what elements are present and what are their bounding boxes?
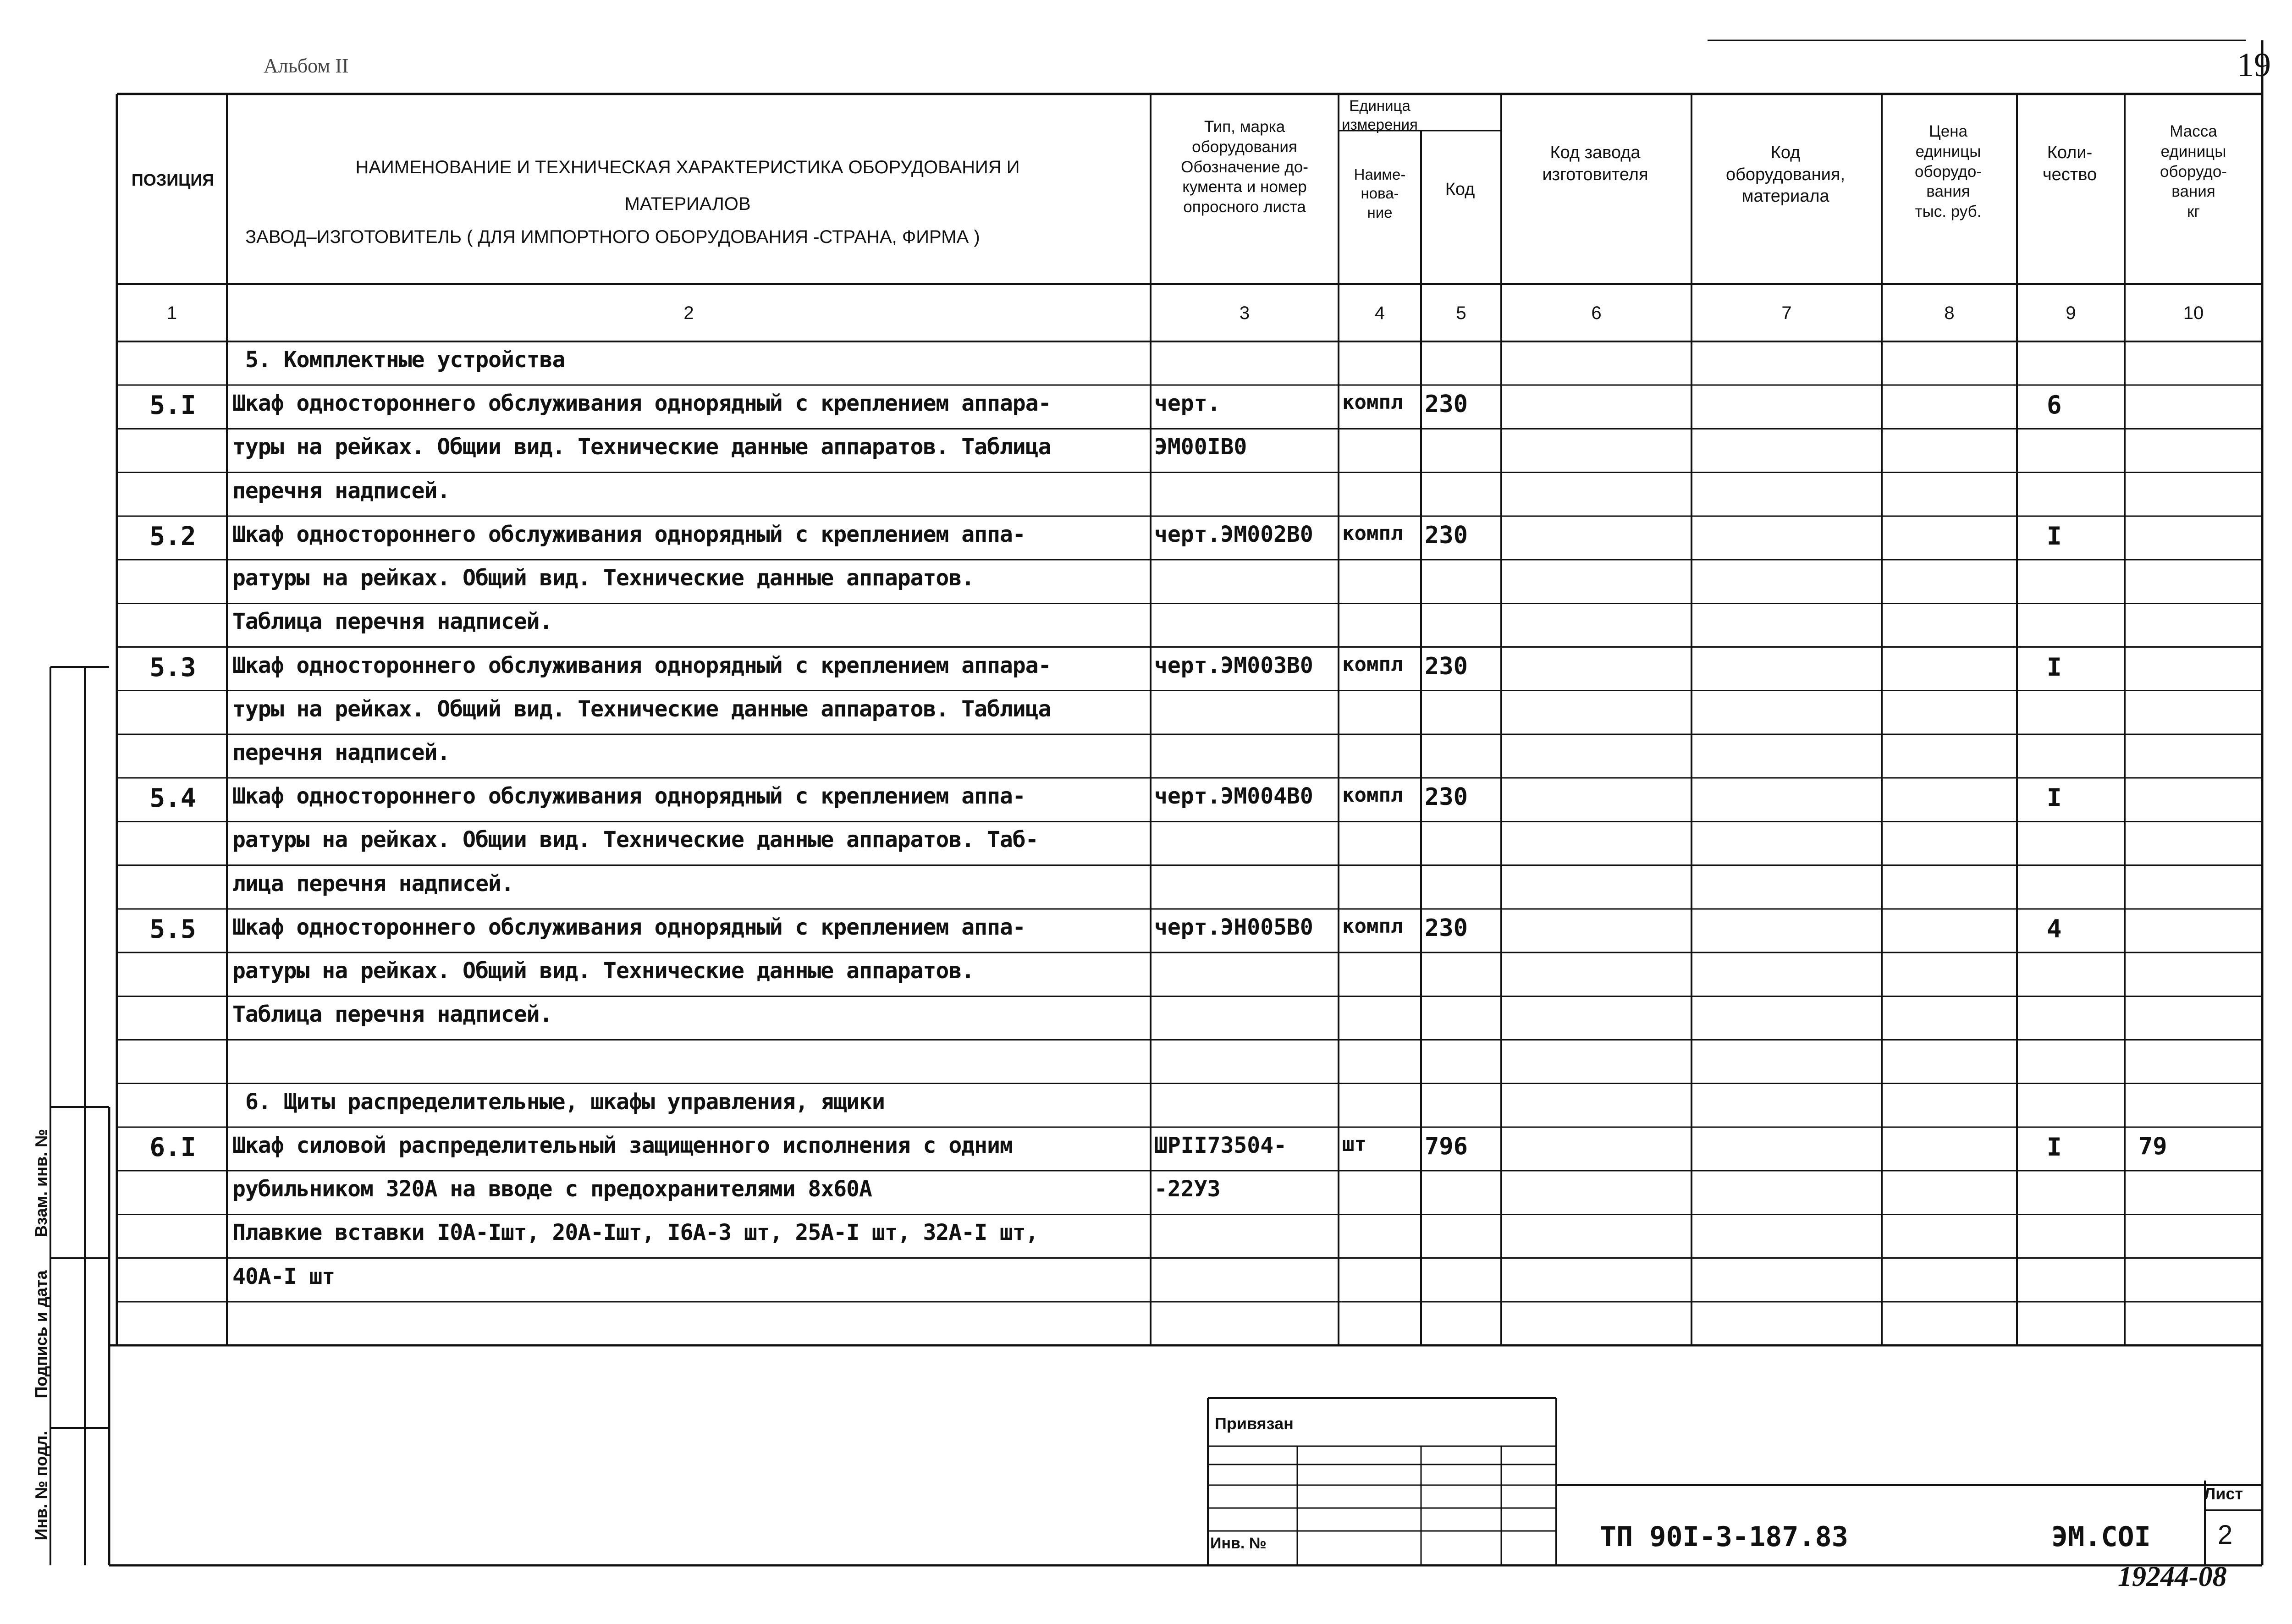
column-number-1: 1: [166, 303, 177, 323]
quantity-cell: 4: [2047, 914, 2062, 943]
title-block-inv-no: Инв. №: [1210, 1535, 1267, 1552]
header-line: Наиме-: [1354, 166, 1406, 183]
column-number-4: 4: [1374, 303, 1385, 323]
header-line: Код завода: [1550, 143, 1641, 162]
position-cell: 5.4: [149, 783, 196, 814]
header-line: изготовителя: [1542, 165, 1648, 184]
header-line: оборудо-: [2160, 162, 2227, 181]
header-line: оборудования: [1192, 138, 1297, 156]
unit-cell: компл: [1342, 652, 1403, 676]
header-line: Код: [1770, 143, 1801, 162]
header-line: чество: [2042, 165, 2097, 184]
code-cell: 796: [1425, 1132, 1468, 1160]
name-cell: Шкаф одностороннего обслуживания однорядный с креплением аппа-: [232, 914, 1025, 940]
header-name-line2: МАТЕРИАЛОВ: [624, 194, 751, 214]
unit-cell: компл: [1342, 521, 1403, 545]
header-line: вания: [2171, 182, 2215, 201]
name-cell: перечня надписей.: [232, 739, 450, 765]
position-cell: 5.2: [149, 521, 196, 551]
unit-cell: компл: [1342, 783, 1403, 807]
quantity-cell: I: [2047, 783, 2062, 813]
quantity-cell: 6: [2047, 391, 2062, 420]
header-line: оборудо-: [1915, 162, 1982, 181]
type-cell: ШРII73504-: [1154, 1132, 1287, 1158]
name-cell: 40А-I шт: [232, 1263, 335, 1289]
column-number-6: 6: [1591, 303, 1602, 323]
header-line: кумента и номер: [1182, 178, 1307, 196]
name-cell: ратуры на рейках. Общий вид. Технические данные аппаратов.: [232, 958, 975, 984]
document-code: ТП 90I-3-187.83: [1600, 1521, 1848, 1553]
header-code: Код: [1445, 180, 1475, 199]
name-cell: Шкаф одностороннего обслуживания однорядный с креплением аппара-: [232, 391, 1051, 417]
document-mark: ЭМ.COI: [2051, 1521, 2151, 1553]
name-cell: 6. Щиты распределительные, шкафы управления, ящики: [245, 1089, 885, 1115]
name-cell: Шкаф одностороннего обслуживания однорядный с креплением аппа-: [232, 521, 1025, 547]
header-equipment-code: [1691, 142, 1879, 208]
archive-number: 19244-08: [2118, 1561, 2227, 1592]
header-line: единицы: [1915, 142, 1981, 160]
name-cell: 5. Комплектные устройства: [245, 347, 565, 373]
name-cell: перечня надписей.: [232, 478, 450, 504]
type-cell: ЭМ00IВ0: [1154, 434, 1247, 460]
header-mass: [2127, 121, 2260, 222]
position-cell: 6.I: [149, 1132, 196, 1162]
header-line: Единица: [1349, 97, 1410, 114]
name-cell: ратуры на рейках. Общии вид. Технические данные аппаратов. Таб-: [232, 827, 1038, 853]
header-unit-group: [1341, 96, 1419, 134]
name-cell: туры на рейках. Общий вид. Технические данные аппаратов. Таблица: [232, 696, 1051, 722]
column-number-2: 2: [683, 303, 694, 323]
header-line: кг: [2187, 203, 2200, 220]
name-cell: Шкаф силовой распределительный защищенного исполнения с одним: [232, 1132, 1013, 1158]
column-number-3: 3: [1239, 303, 1250, 323]
column-number-9: 9: [2066, 303, 2076, 323]
column-number-7: 7: [1781, 303, 1792, 323]
header-name-line1: НАИМЕНОВАНИЕ И ТЕХНИЧЕСКАЯ ХАРАКТЕРИСТИКА ОБОРУДОВАНИЯ И: [355, 157, 1020, 177]
header-line: материала: [1741, 187, 1829, 206]
name-cell: Шкаф одностороннего обслуживания однорядный с креплением аппа-: [232, 783, 1025, 809]
name-cell: лица перечня надписей.: [232, 870, 514, 897]
header-line: Коли-: [2047, 143, 2093, 162]
type-cell: черт.: [1154, 391, 1221, 417]
code-cell: 230: [1425, 391, 1468, 418]
code-cell: 230: [1425, 652, 1468, 680]
page-corner-number: 19: [2237, 46, 2271, 84]
album-label: Альбом II: [264, 55, 349, 77]
name-cell: туры на рейках. Общии вид. Технические данные аппаратов. Таблица: [232, 434, 1051, 460]
header-line: тыс. руб.: [1915, 203, 1982, 220]
header-line: опросного листа: [1183, 198, 1306, 216]
type-cell: черт.ЭМ002В0: [1154, 521, 1313, 547]
header-line: единицы: [2160, 142, 2226, 160]
header-type: [1151, 117, 1339, 217]
name-cell: Таблица перечня надписей.: [232, 1002, 552, 1028]
header-position: ПОЗИЦИЯ: [131, 171, 215, 189]
header-line: оборудования,: [1725, 165, 1846, 184]
name-cell: рубильником 320А на вводе с предохранителями 8х60А: [232, 1176, 872, 1202]
column-number-8: 8: [1944, 303, 1955, 323]
title-block-privyazan: Привязан: [1215, 1414, 1294, 1433]
side-stamp-replaced-inv: Взам. инв. №: [32, 1129, 50, 1238]
unit-cell: компл: [1342, 914, 1403, 938]
header-line: Масса: [2170, 122, 2217, 140]
header-name-line3: ЗАВОД–ИЗГОТОВИТЕЛЬ ( ДЛЯ ИМПОРТНОГО ОБОРУДОВАНИЯ -СТРАНА, ФИРМА ): [245, 227, 980, 247]
quantity-cell: I: [2047, 652, 2062, 682]
name-cell: Плавкие вставки I0А-Iшт, 20А-Iшт, I6А-3 шт, 25А-I шт, 32А-I шт,: [232, 1220, 1038, 1246]
header-line: Тип, марка: [1204, 118, 1285, 136]
header-line: нова-: [1361, 185, 1399, 202]
name-cell: ратуры на рейках. Общий вид. Технические данные аппаратов.: [232, 565, 975, 591]
header-line: Цена: [1928, 122, 1968, 140]
header-line: ние: [1367, 204, 1393, 221]
header-line: Обозначение до-: [1181, 158, 1308, 176]
header-price: [1882, 121, 2015, 222]
position-cell: 5.5: [149, 914, 196, 944]
unit-cell: компл: [1342, 391, 1403, 414]
name-cell: Шкаф одностороннего обслуживания однорядный с креплением аппара-: [232, 652, 1051, 678]
code-cell: 230: [1425, 914, 1468, 942]
code-cell: 230: [1425, 783, 1468, 811]
side-stamp-original-inv: Инв. № подл.: [32, 1431, 50, 1541]
type-cell: черт.ЭМ004В0: [1154, 783, 1313, 809]
position-cell: 5.I: [149, 391, 196, 421]
type-cell: черт.ЭМ003В0: [1154, 652, 1313, 678]
quantity-cell: I: [2047, 521, 2062, 551]
column-number-10: 10: [2183, 303, 2204, 323]
sheet-label: Лист: [2204, 1484, 2243, 1503]
side-stamp-signature-date: Подпись и дата: [32, 1270, 50, 1398]
code-cell: 230: [1425, 521, 1468, 549]
header-line: измерения: [1342, 116, 1418, 133]
header-unit-name: [1341, 165, 1419, 222]
header-line: вания: [1926, 182, 1970, 201]
name-cell: Таблица перечня надписей.: [232, 609, 552, 635]
quantity-cell: I: [2047, 1132, 2062, 1162]
sheet-number: 2: [2218, 1520, 2233, 1550]
position-cell: 5.3: [149, 652, 196, 683]
header-factory-code: [1504, 142, 1687, 186]
unit-cell: шт: [1342, 1132, 1366, 1156]
header-quantity: [2017, 142, 2122, 186]
type-cell: -22У3: [1154, 1176, 1221, 1202]
mass-cell: 79: [2138, 1132, 2167, 1160]
column-number-5: 5: [1456, 303, 1466, 323]
type-cell: черт.ЭН005В0: [1154, 914, 1313, 940]
